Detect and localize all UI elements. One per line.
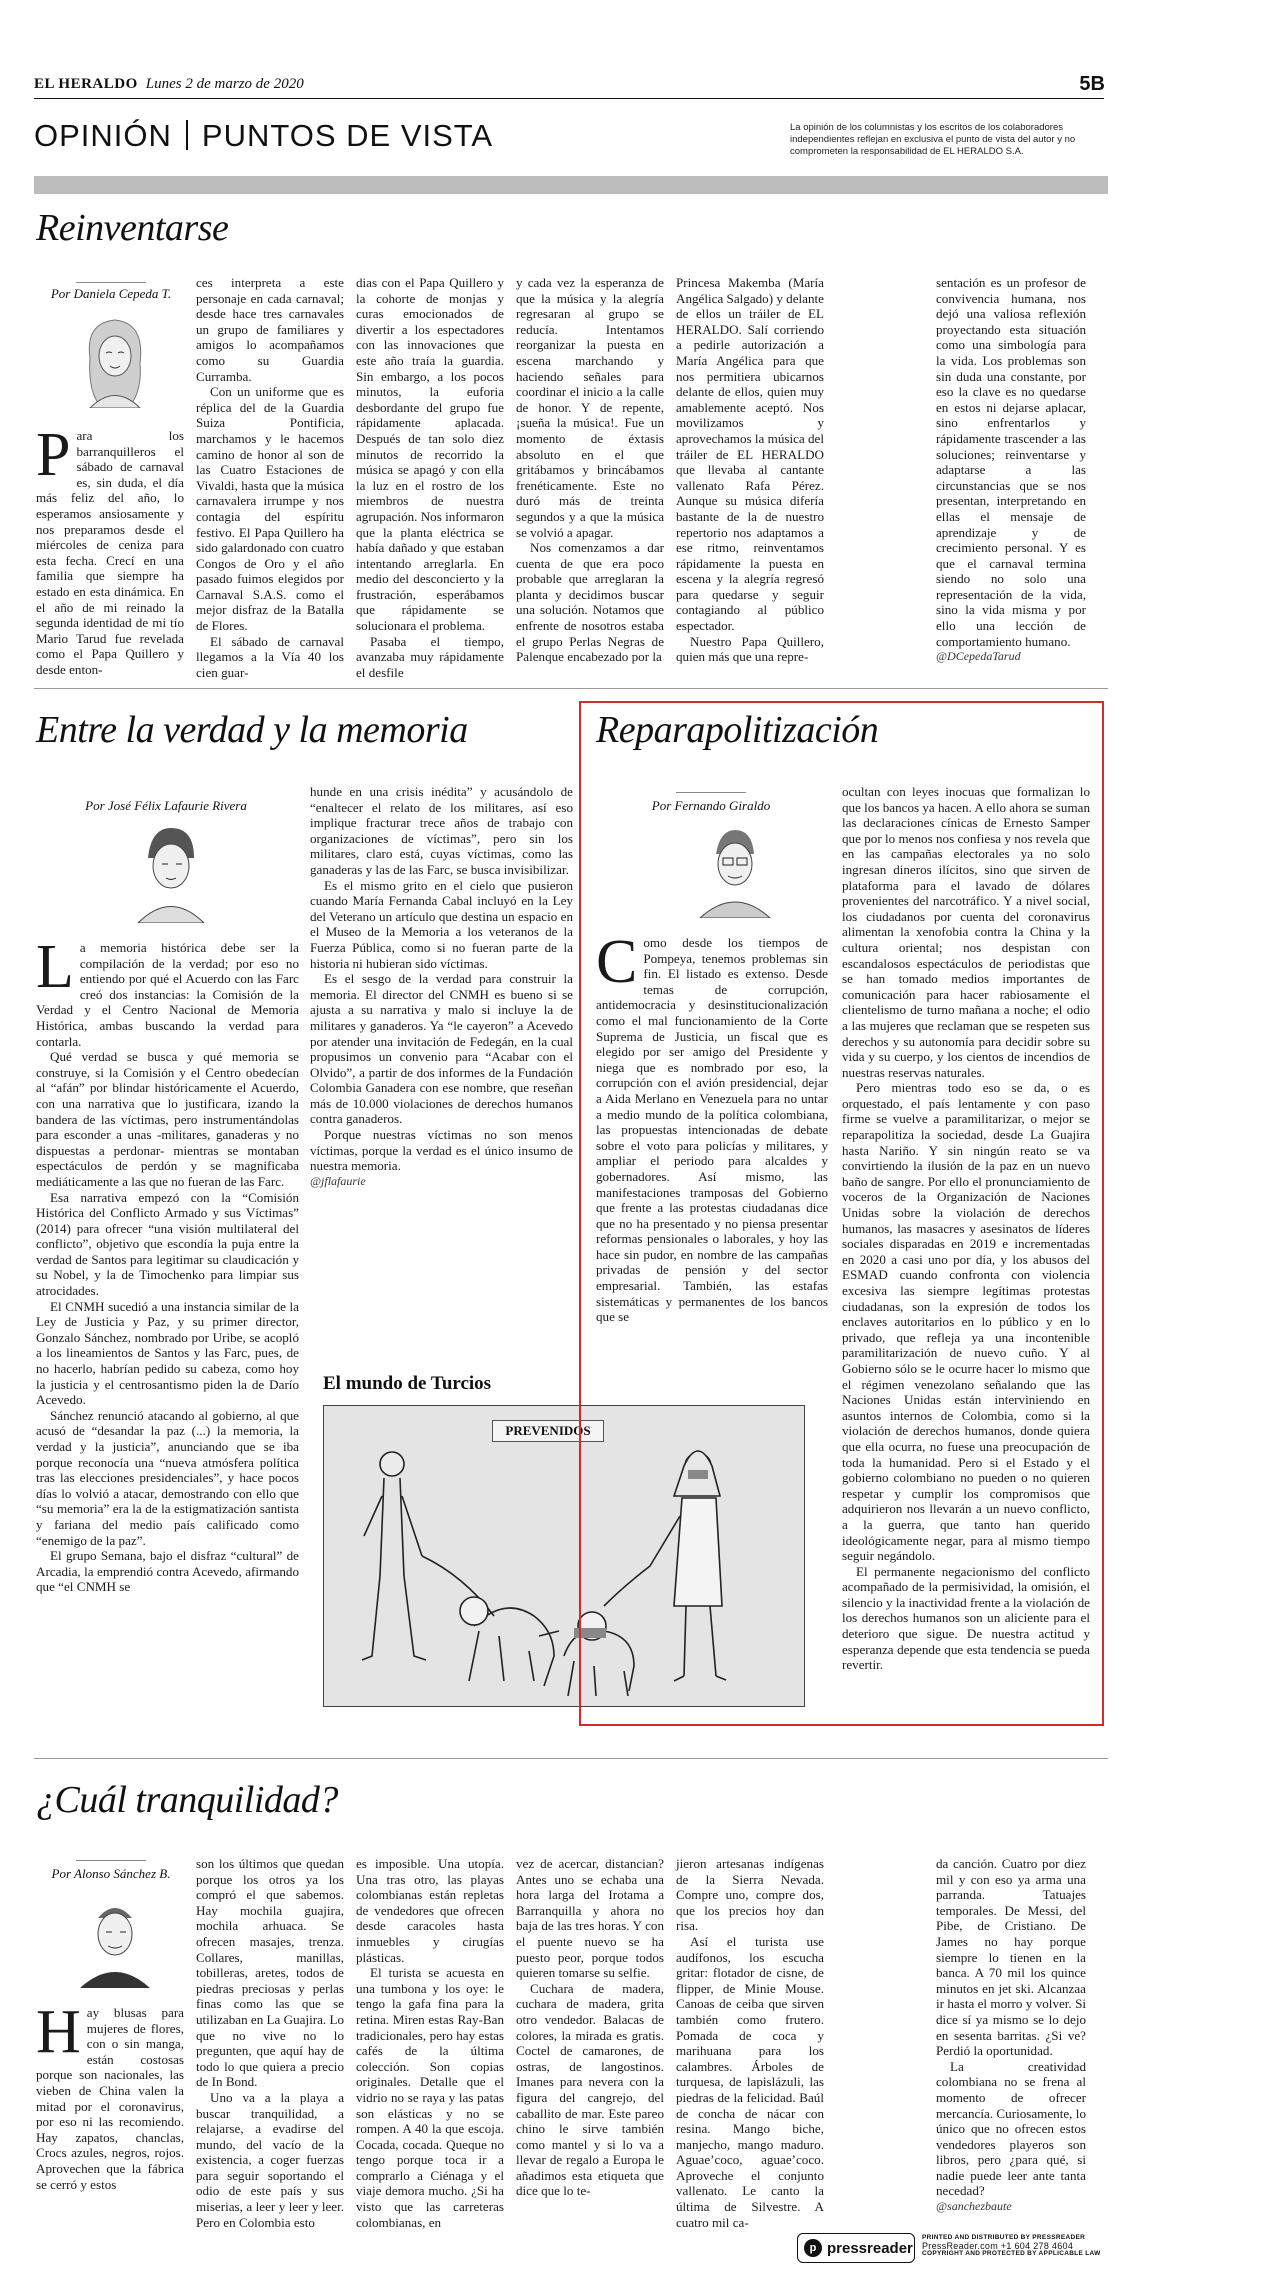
page-number: 5B <box>1079 73 1105 95</box>
section-rule <box>34 688 1108 689</box>
cartoon-label: PREVENIDOS <box>492 1420 604 1442</box>
pressreader-notice: PRINTED AND DISTRIBUTED BY PRESSREADER PressReader.com +1 604 278 4604 COPYRIGHT AND PROTECTED BY APPLICABLE LAW <box>922 2234 1101 2257</box>
column-cual-tranquilidad-2: son los últimos que quedan porque los otros ya los compró el que sabemos. Hay mochila guajira, mochila arhuaca. Se ofrecen masajes, trenza. Collares, manillas, tobilleras, aretes, todos de piedras preciosas y perlas finas como las que se utilizaban en La Guajira. Lo que no vive no lo pregunten, que aquí hay de todo lo que quiera a precio de In Bond. Uno va a la playa a buscar tranquilidad, a relajarse, a evadirse del mundo, del vacío de la existencia, a coger fuerzas para seguir soportando el odio de este país y sus miserias, a leer y leer y leer. Pero en Colombia esto <box>196 1856 344 2230</box>
column-reinventarse-3: dias con el Papa Quillero y la cohorte de monjas y curas emocionados de divertir a los espectadores con las innovaciones que este año traía la guardia. Sin embargo, a los pocos minutos, la euforia desbordante del grupo fue rápidamente aplacada. Después de tan solo diez minutos de recorrido la música se apagó y con ella la luz en el rostro de los miembros de nuestra agrupación. Nos informaron que la planta eléctrica se había dañado y que estaban intentando arreglarla. En medio del desconcierto y la frustración, esperábamos que rápidamente se solucionara el problema. Pasaba el tiempo, avanzaba muy rápidamente el desfile <box>356 275 504 680</box>
byline-rule <box>76 282 146 283</box>
section-header <box>34 118 493 154</box>
column-cual-tranquilidad-3: es imposible. Una utopía. Una tras otro, las playas colombianas están repletas de vendedores que ofrecen desde caracoles hasta inmuebles y cirugías plásticas. El turista se acuesta en una tumbona y los oye: le tengo la gafa fina para la retina. Miren estas Ray-Ban tradicionales, pero hay estas cafés de la última colección. Son copias originales. Detalle que el vidrio no se raya y las patas son elásticas y no se rompen. A 40 la que escoja. Cocada, cocada. Queque no tengo porque toca ir a comprarlo a Ciénaga y el viaje demora mucho. ¿Si ha visto que las carreteras colombianas, en <box>356 1856 504 2230</box>
byline-rule <box>676 792 746 793</box>
column-entre-la-verdad-2: hunde en una crisis inédita” y acusándolo de “enaltecer el relato de los militares, así eso implique fracturar trece años de trabajo con organizaciones de víctimas”, pero sin los militares, claro está, cuyas víctimas, como las ganaderas y las de las Farc, se busca invisibilizar. Es el mismo grito en el cielo que pusieron cuando María Fernanda Cabal incluyó en la Ley del Veterano un artículo que destina un espacio en el Museo de la Memoria a los veteranos de la Fuerza Pública, como si no fueran parte de la historia ni hubieran sido víctimas. Es el sesgo de la verdad para construir la memoria. El director del CNMH es bueno si se ajusta a su narrativa y malo si incluye la de militares y ganaderos. Ya “le cayeron” a Acevedo por atender una invitación de Fedegán, en la cual propusimos un convenio para “Acabar con el Olvido”, a partir de dos informes de la Fundación Colombia Ganadera con ese nombre, que reseñan más de 10.000 violaciones de derechos humanos contra ganaderos. Porque nuestras víctimas no son menos víctimas, porque la verdad es el único insumo de nuestra memoria. @jflafaurie <box>310 784 573 1188</box>
drop-cap: P <box>36 421 71 489</box>
article-title-reinventarse: Reinventarse <box>36 207 229 249</box>
author-portrait-icon <box>70 1888 160 1988</box>
section-divider <box>186 120 188 150</box>
column-reinventarse-5: Princesa Makemba (María Angélica Salgado) y delante de ellos un tráiler de EL HERALDO. Salí corriendo a pedirle autorización a María Angélica para que nos permitiera ubicarnos delante de ellos, quien muy amablemente aceptó. Nos movilizamos y aprovechamos la música del tráiler de EL HERALDO que llevaba al cantante vallenato Rafa Pérez. Aunque su música difería bastante de la de nuestro repertorio nos adaptamos a ese ritmo, reinventamos rápidamente la puesta en escena y la alegría regresó para quedarse y seguir contagiando al público espectador. Nuestro Papa Quillero, quien más que una repre- <box>676 275 824 665</box>
cartoon-title: El mundo de Turcios <box>323 1373 492 1394</box>
author-handle[interactable]: @jflafaurie <box>310 1173 366 1188</box>
article-title-reparapolitizacion: Reparapolitización <box>596 709 879 751</box>
column-entre-la-verdad-1: La memoria histórica debe ser la compilación de la verdad; por eso no entiendo por qué el Acuerdo con las Farc creó dos instancias: la Comisión de la Verdad y el Centro Nacional de Memoria Histórica, ambas buscando la verdad para contarla. Qué verdad se busca y qué memoria se construye, si la Comisión y el Centro obedecían al “afán” por blindar históricamente el Acuerdo, con una narrativa que lo justificara, izando la bandera de las víctimas, pero instrumentándolas para esconder a unas -militares, ganaderas y no dispuestas a perdonar- mientras se montaban espectáculos de perdón y se magnificaba mediáticamente a las que no fueran de las Farc. Esa narrativa empezó con la “Comisión Histórica del Conflicto Armado y sus Víctimas” (2014) para ofrecer “una visión multilateral del conflicto”, objetivo que escondía la puja entre la verdad de Santos para legitimar su claudicación y su Nobel, y la de Timochenko para limpiar sus atrocidades. El CNMH sucedió a una instancia similar de la Ley de Justicia y Paz, y su primer director, Gonzalo Sánchez, nombrado por Uribe, se acopló a los lineamientos de Santos y las Farc, pues, de no hacerlo, habrían pedido su cabeza, como hoy la justicia y el centrosantismo piden la de Darío Acevedo. Sánchez renunció atacando al gobierno, al que acusó de “desandar la paz (...) la memoria, la verdad y la justicia”, anunciando que se iba porque reconocía una “nueva atmósfera política tras las elecciones presidenciales”, y hace pocos días lo volvió a atacar, demostrando con ello que “su memoria” era la de la estigmatización santista y fariana del medio país calificado como “enemigo de la paz”. El grupo Semana, bajo el disfraz “cultural” de Arcadia, la emprendió contra Acevedo, afirmando que “el CNMH se <box>36 933 299 1595</box>
column-reparapolitizacion-1: Como desde los tiempos de Pompeya, tenemos problemas sin fin. El listado es extenso. Desde temas de corrupción, antidemocracia y desinstitucionalización como el mal funcionamiento de la Corte Suprema de Justicia, un fiscal que es elegido por ser amigo del Presidente y niega que es nombrado por eso, la corrupción con el avión presidencial, dejar a Aida Merlano en Venezuela para no untar a medio mundo de la política colombiana, las propuestas intencionadas de debate sobre el voto para policías y militares, y ampliar el periodo para alcaldes y gobernadores. Así mismo, las manifestaciones tramposas del Gobierno que frente a las protestas ciudadanas dice que no ha presentado y no piensa presentar reformas pensionales o laborales, y hoy las hace sin pudor, en nombre de las campañas privadas de pensión y del sector empresarial. También, las estafas sistemáticas y permanentes de los bancos que se <box>596 928 828 1325</box>
byline-cual-tranquilidad: Por Alonso Sánchez B. <box>51 1866 171 1881</box>
editorial-disclaimer: La opinión de los columnistas y los escritos de los colaboradores independientes reflejan en exclusiva el punto de vista del autor y no comprometen la responsabilidad de EL HERALDO S.A. <box>790 122 1076 157</box>
drop-cap: L <box>36 933 74 1001</box>
byline-rule <box>76 1860 146 1861</box>
pressreader-icon: p <box>804 2239 822 2257</box>
pressreader-logo[interactable]: p pressreader <box>797 2233 915 2263</box>
drop-cap: C <box>596 928 638 996</box>
column-reinventarse-4: y cada vez la esperanza de que la música y la alegría regresaran al grupo se reducía. Intentamos reorganizar la puesta en escena marchando y haciendo señales para coordinar el inicio a la calle de honor. Y de repente, ¡sueña la música!. Fue un momento de éxtasis absoluto en el que gritábamos y brincábamos frenéticamente. Este no duró más de treinta segundos y a que la música se volvió a apagar. Nos comenzamos a dar cuenta de que era poco probable que arreglaran la planta y decidimos buscar una solución. Notamos que enfrente de nosotros estaba el grupo Perlas Negras de Palenque encabezado por la <box>516 275 664 665</box>
column-cual-tranquilidad-4: vez de acercar, distancian? Antes uno se echaba una hora larga del Irotama a Barranquilla y ahora no baja de las tres horas. Y con el puente nuevo se ha puesto peor, porque todos quieren tomarse su selfie. Cuchara de madera, cuchara de madera, grita otro vendedor. Balacas de colores, la mirada es gratis. Coctel de camarones, de ostras, de langostinos. Imanes para nevera con la figura del cangrejo, del caballito de mar. Este pareo chino le sirve también como mantel y si lo va a llevar de regalo a Europa le añadimos esta etiqueta que dice que lo te- <box>516 1856 664 2199</box>
author-portrait-icon <box>70 308 160 408</box>
publication-name: EL HERALDO <box>34 76 138 92</box>
byline-reinventarse: Por Daniela Cepeda T. <box>50 286 172 301</box>
author-handle[interactable]: @sanchezbaute <box>936 2199 1012 2214</box>
header-grey-bar <box>34 176 1108 194</box>
column-reinventarse-2: ces interpreta a este personaje en cada carnaval; desde hace tres carnavales un grupo de familiares y amigos lo acompañamos como su Guardia Curramba. Con un uniforme que es réplica del de la Guardia Suiza Pontificia, marchamos y le hacemos camino de honor al son de las Cuatro Estaciones de Vivaldi, hasta que la música carnavalera irrumpe y nos contagia del espíritu festivo. El Papa Quillero ha sido galardonado con cuatro Congos de Oro y el año pasado fuimos elegidos por Carnaval S.A.S. como el mejor disfraz de la Batalla de Flores. El sábado de carnaval llegamos a la Vía 40 los cien guar- <box>196 275 344 680</box>
column-cual-tranquilidad-5: jieron artesanas indígenas de la Sierra Nevada. Compre uno, compre dos, que los precios hoy dan risa. Así el turista use audífonos, los escucha gritar: flotador de cisne, de flipper, de Minie Mouse. Canoas de ceiba que sirven también como frutero. Pomada de coca y marihuana para los calambres. Árboles de turquesa, de lapislázuli, las piedras de la felicidad. Baúl de concha de nácar con resina. Mango biche, manjecho, mango maduro. Aguae’coco, aguae’coco. Aproveche el conjunto vallenato. Le canto la última de Silvestre. A cuatro mil ca- <box>676 1856 824 2230</box>
header-rule <box>34 98 1104 99</box>
author-portrait-icon <box>126 818 216 923</box>
section-title: OPINIÓN <box>34 118 172 153</box>
byline-entre-la-verdad: Por José Félix Lafaurie Rivera <box>85 798 247 813</box>
publication-date: Lunes 2 de marzo de 2020 <box>145 76 304 92</box>
article-title-cual-tranquilidad: ¿Cuál tranquilidad? <box>36 1779 338 1821</box>
column-reparapolitizacion-2: ocultan con leyes inocuas que formalizan lo que los bancos ya hacen. A ello ahora se suman las declaraciones cínicas de Ernesto Samper que por lo menos nos confiesa y nos revela que en las campañas electorales ya no solo ingresan dineros ilícitos, sino que sirven de plataforma para el lavado de dólares provenientes del narcotráfico. Y a nivel social, los ciudadanos por cuenta del coronavirus alimentan la xenofobia contra la China y la cultura oriental; nos despistan con escandalosos espectáculos de periodistas que se han tomado medios importantes de comunicación para hacer rabiosamente el clientelismo de turno mañana a noche; el odio a las mujeres que reclaman que se respeten sus derechos y su autonomía para decidir sobre su vida y su cuerpo, y los cientos de incendios de nuestras reservas naturales. Pero mientras todo eso se da, o es orquestado, el país lentamente y con paso firme se vuelve a paramilitarizar, o mejor se reparapolitiza la sociedad, desde La Guajira hasta Nariño. Y sin ningún reato se va convirtiendo la ilusión de la paz en un nuevo baño de sangre. Por ello el pronunciamiento de voceros de la Organización de Naciones Unidas sobre la violación de derechos humanos, las masacres y asesinatos de líderes sociales disparadas en 2019 e incrementadas en 2020 a casi uno por día, y los abusos del ESMAD cuando confronta con violencia excesiva las siempre legítimas protestas ciudadanas, son la expresión de todos los enclaves autoritarios en lo público y en lo privado, que refleja ya una incontenible paramilitarización de nuevo cuño. Y al Gobierno sólo se le ocurre hacer lo mismo que el régimen venezolano señalando que las Naciones Unidas están interviniendo en asuntos internos de Colombia, como si la violación de derechos humanos, donde quiera que ella ocurra, no fuese una preocupación de toda la humanidad. Pero si el Estado y el gobierno colombiano no pueden o no quieren respetar y cumplir los compromisos que adquirieron nos llevarán a un nuevo conflicto, a la guerra, que tanto han querido ideológicamente negar, para al mismo tiempo seguir negándolo. El permanente negacionismo del conflicto acompañado de la permisividad, la omisión, el silencio y la inactividad frente a la violación de los derechos humanos son un aliciente para el deterioro que sigue. De nuestra actitud y esperanza depende que esta tendencia se pueda revertir. <box>842 784 1090 1673</box>
byline-reparapolitizacion: Por Fernando Giraldo <box>651 798 771 813</box>
author-handle[interactable]: @DCepedaTarud <box>936 649 1021 664</box>
author-portrait-icon <box>690 818 780 918</box>
column-cual-tranquilidad-6: da canción. Cuatro por diez mil y con eso ya arma una parranda. Tatuajes temporales. De Messi, del Pibe, de Cristiano. De James no hay porque siempre lo tienen en la banca. A 70 mil los quince minutos en jet ski. Alcanzaa ir hasta el morro y volver. Si dice sí ya mismo se lo dejo en sesenta barritas. ¿Si ve? Perdió la oportunidad. La creatividad colombiana no se frena al momento de ofrecer mercancía. Curiosamente, lo único que no ofrecen estos vendedores playeros son libros, pero ¿para qué, si nadie puede leer ante tanta necedad? @sanchezbaute <box>936 1856 1086 2214</box>
subsection-title: PUNTOS DE VISTA <box>201 118 494 153</box>
column-reinventarse-1: Para los barranquilleros el sábado de carnaval es, sin duda, el día más feliz del año, lo esperamos ansiosamente y nos preparamos desde el miércoles de ceniza para esta fecha. Crecí en una familia que siempre ha estado en esta dinámica. En el año de mi reinado la segunda identidad de mi tío Mario Tarud fue revelada como el Papa Quillero y desde enton- <box>36 421 184 677</box>
column-cual-tranquilidad-1: Hay blusas para mujeres de flores, con o sin manga, están costosas porque son nacionales, las vieben de China valen la mitad por el coronavirus, por eso ni las recomiendo. Hay zapatos, chanclas, Crocs azules, negros, rojos. Aprovechen que la fábrica se cerró y estos <box>36 1998 184 2192</box>
drop-cap: H <box>36 1998 81 2066</box>
section-rule <box>34 1758 1108 1759</box>
column-reinventarse-6: sentación es un profesor de convivencia humana, nos dejó una valiosa reflexión proyectando esta situación como una simbología para la vida. Los problemas son sin duda una constante, por eso la clave es no quedarse en estos ni dejarse aplacar, sino enfrentarlos y rápidamente trascender a las soluciones; reinventarse y adaptarse a las circunstancias que se nos presentan, interpretando en ellas el mensaje de aprendizaje y de crecimiento personal. Y es que el carnaval termina siendo no solo una representación de la vida, sino la vida misma y por ello una lección de comportamiento humano. @DCepedaTarud <box>936 275 1086 664</box>
article-title-entre-la-verdad: Entre la verdad y la memoria <box>36 709 468 751</box>
masthead <box>34 76 1098 98</box>
